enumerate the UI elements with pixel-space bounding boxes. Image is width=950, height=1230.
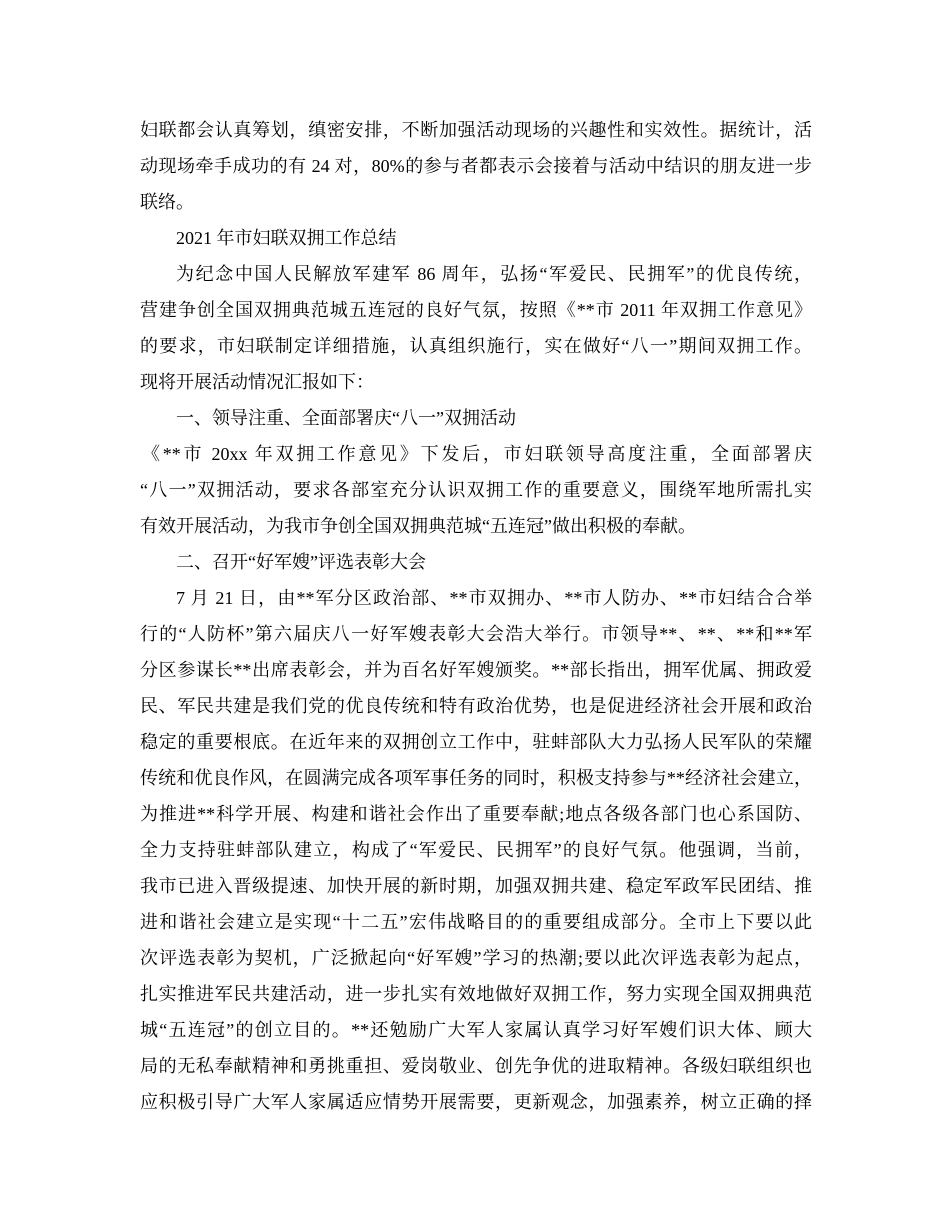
paragraph-line: 为纪念中国人民解放军建军 86 周年，弘扬“军爱民、民拥军”的优良传统， — [176, 264, 812, 284]
paragraph-line: “八一”双拥活动，要求各部室充分认识双拥工作的重要意义，围绕军地所需扎实 — [140, 480, 812, 500]
paragraph-line: 的要求，市妇联制定详细措施，认真组织施行，实在做好“八一”期间双拥工作。 — [140, 336, 812, 356]
paragraph-line: 局的无私奉献精神和勇挑重担、爱岗敬业、创先争优的进取精神。各级妇联组织也 — [140, 1056, 812, 1076]
paragraph-line: 《**市 20xx 年双拥工作意见》下发后，市妇联领导高度注重，全面部署庆 — [142, 444, 812, 464]
paragraph-line: 次评选表彰为契机，广泛掀起向“好军嫂”学习的热潮;要以此次评选表彰为起点， — [140, 948, 812, 968]
paragraph-line: 动现场牵手成功的有 24 对，80%的参与者都表示会接着与活动中结识的朋友进一步 — [140, 156, 812, 176]
paragraph-line: 联络。 — [140, 192, 194, 212]
section-heading: 一、领导注重、全面部署庆“八一”双拥活动 — [176, 408, 516, 428]
paragraph-line: 扎实推进军民共建活动，进一步扎实有效地做好双拥工作，努力实现全国双拥典范 — [140, 984, 812, 1004]
paragraph-line: 为推进**科学开展、构建和谐社会作出了重要奉献;地点各级各部门也心系国防、 — [140, 804, 812, 824]
paragraph-line: 营建争创全国双拥典范城五连冠的良好气氛，按照《**市 2011 年双拥工作意见》 — [140, 300, 812, 320]
paragraph-line: 全力支持驻蚌部队建立，构成了“军爱民、民拥军”的良好气氛。他强调，当前， — [140, 840, 812, 860]
paragraph-line: 稳定的重要根底。在近年来的双拥创立工作中，驻蚌部队大力弘扬人民军队的荣耀 — [140, 732, 812, 752]
paragraph-line: 城“五连冠”的创立目的。**还勉励广大军人家属认真学习好军嫂们识大体、顾大 — [140, 1020, 812, 1040]
section-heading: 二、召开“好军嫂”评选表彰大会 — [176, 552, 426, 572]
document-body — [140, 112, 812, 1120]
paragraph-line: 我市已进入晋级提速、加快开展的新时期，加强双拥共建、稳定军政军民团结、推 — [140, 876, 812, 896]
paragraph-line: 7 月 21 日，由**军分区政治部、**市双拥办、**市人防办、**市妇结合合举 — [176, 588, 812, 608]
paragraph-line: 有效开展活动，为我市争创全国双拥典范城“五连冠”做出积极的奉献。 — [140, 516, 696, 536]
paragraph-line: 分区参谋长**出席表彰会，并为百名好军嫂颁奖。**部长指出，拥军优属、拥政爱 — [140, 660, 812, 680]
paragraph-line: 现将开展活动情况汇报如下： — [140, 372, 374, 392]
paragraph-line: 应积极引导广大军人家属适应情势开展需要，更新观念，加强素养，树立正确的择 — [140, 1092, 812, 1112]
paragraph-line: 传统和优良作风，在圆满完成各项军事任务的同时，积极支持参与**经济社会建立， — [140, 768, 812, 788]
paragraph-line: 妇联都会认真筹划，缜密安排，不断加强活动现场的兴趣性和实效性。据统计，活 — [140, 120, 812, 140]
paragraph-line: 行的“人防杯”第六届庆八一好军嫂表彰大会浩大举行。市领导**、**、**和**军 — [140, 624, 812, 644]
document-title: 2021 年市妇联双拥工作总结 — [176, 228, 397, 248]
paragraph-line: 进和谐社会建立是实现“十二五”宏伟战略目的的重要组成部分。全市上下要以此 — [140, 912, 812, 932]
paragraph-line: 民、军民共建是我们党的优良传统和特有政治优势，也是促进经济社会开展和政治 — [140, 696, 812, 716]
